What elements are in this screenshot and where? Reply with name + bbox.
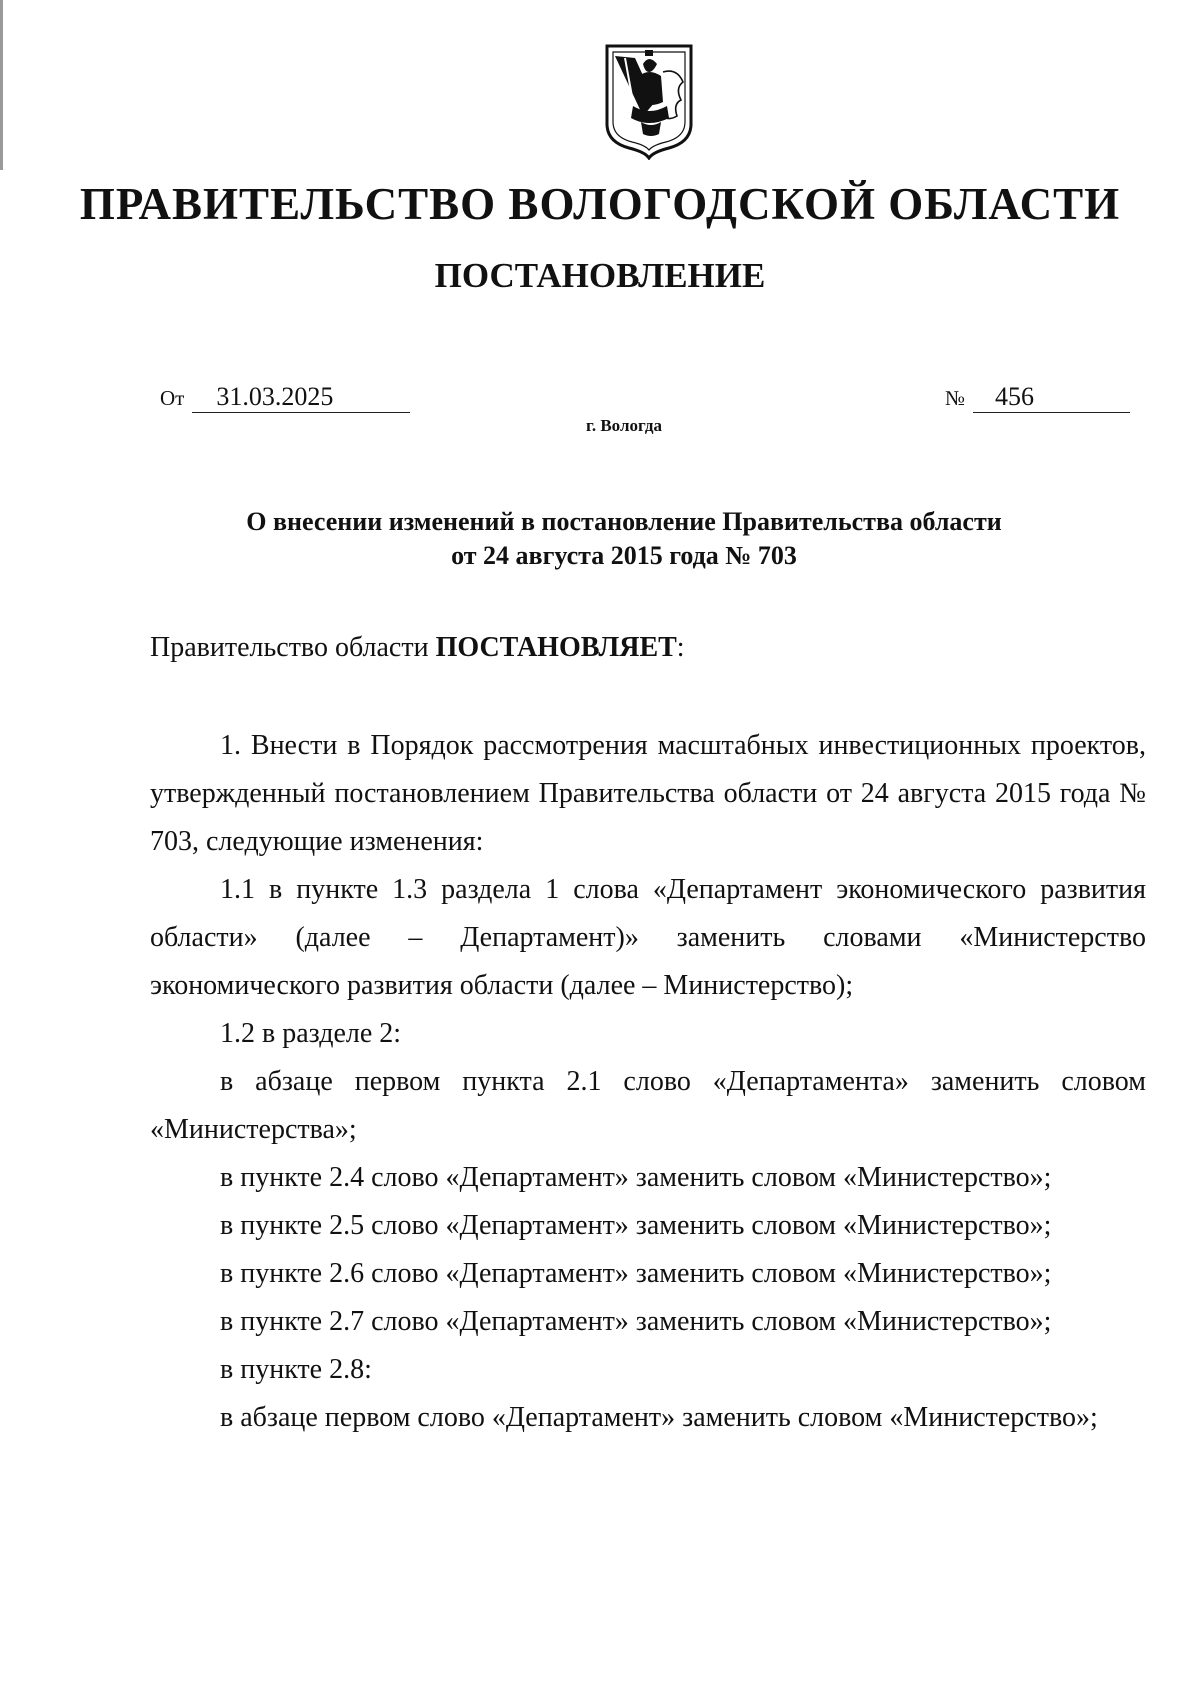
document-body <box>150 722 1146 1442</box>
scan-edge-line <box>0 0 3 170</box>
number-row <box>945 382 1130 413</box>
body-paragraph: в абзаце первом слово «Департамент» заменить словом «Министерство»; <box>220 1402 1098 1433</box>
date-row <box>160 382 410 413</box>
decree-statement <box>150 632 685 664</box>
body-paragraph: в пункте 2.4 слово «Департамент» заменить словом «Министерство»; <box>220 1162 1052 1193</box>
document-subject <box>0 505 1200 573</box>
body-paragraph: в пункте 2.8: <box>220 1354 372 1385</box>
number-prefix: № <box>945 386 966 410</box>
body-paragraph: в пункте 2.6 слово «Департамент» заменить словом «Министерство»; <box>220 1258 1052 1289</box>
document-type-title: ПОСТАНОВЛЕНИЕ <box>434 256 766 295</box>
body-paragraph: в пункте 2.7 слово «Департамент» заменить словом «Министерство»; <box>220 1306 1052 1337</box>
subject-line-1: О внесении изменений в постановление Правительства области <box>246 507 1002 536</box>
decree-colon: : <box>676 632 685 663</box>
city-label: г. Вологда <box>586 416 662 435</box>
date-prefix: От <box>160 386 185 410</box>
body-paragraph: 1.2 в разделе 2: <box>220 1018 402 1049</box>
organization-title: ПРАВИТЕЛЬСТВО ВОЛОГОДСКОЙ ОБЛАСТИ <box>79 179 1121 229</box>
body-paragraph: 1. Внести в Порядок рассмотрения масштабных инвестиционных проектов, утвержденный постановлением Правительства области от 24 августа 2015 года № 703, следующие изменения: <box>150 730 1146 857</box>
document-date: 31.03.2025 <box>192 382 410 413</box>
body-paragraph: в абзаце первом пункта 2.1 слово «Департамента» заменить словом «Министерства»; <box>150 1066 1146 1145</box>
document-number: 456 <box>973 382 1130 413</box>
coat-of-arms-icon <box>603 42 695 160</box>
decree-lead: Правительство области <box>150 632 429 663</box>
body-paragraph: 1.1 в пункте 1.3 раздела 1 слова «Департамент экономического развития области» (далее – Департамент)» заменить словами «Министерство экономического развития области (далее – Министерство); <box>150 874 1146 1001</box>
body-paragraph: в пункте 2.5 слово «Департамент» заменить словом «Министерство»; <box>220 1210 1052 1241</box>
decree-verb: ПОСТАНОВЛЯЕТ <box>435 632 677 663</box>
subject-line-2: от 24 августа 2015 года № 703 <box>451 541 797 570</box>
